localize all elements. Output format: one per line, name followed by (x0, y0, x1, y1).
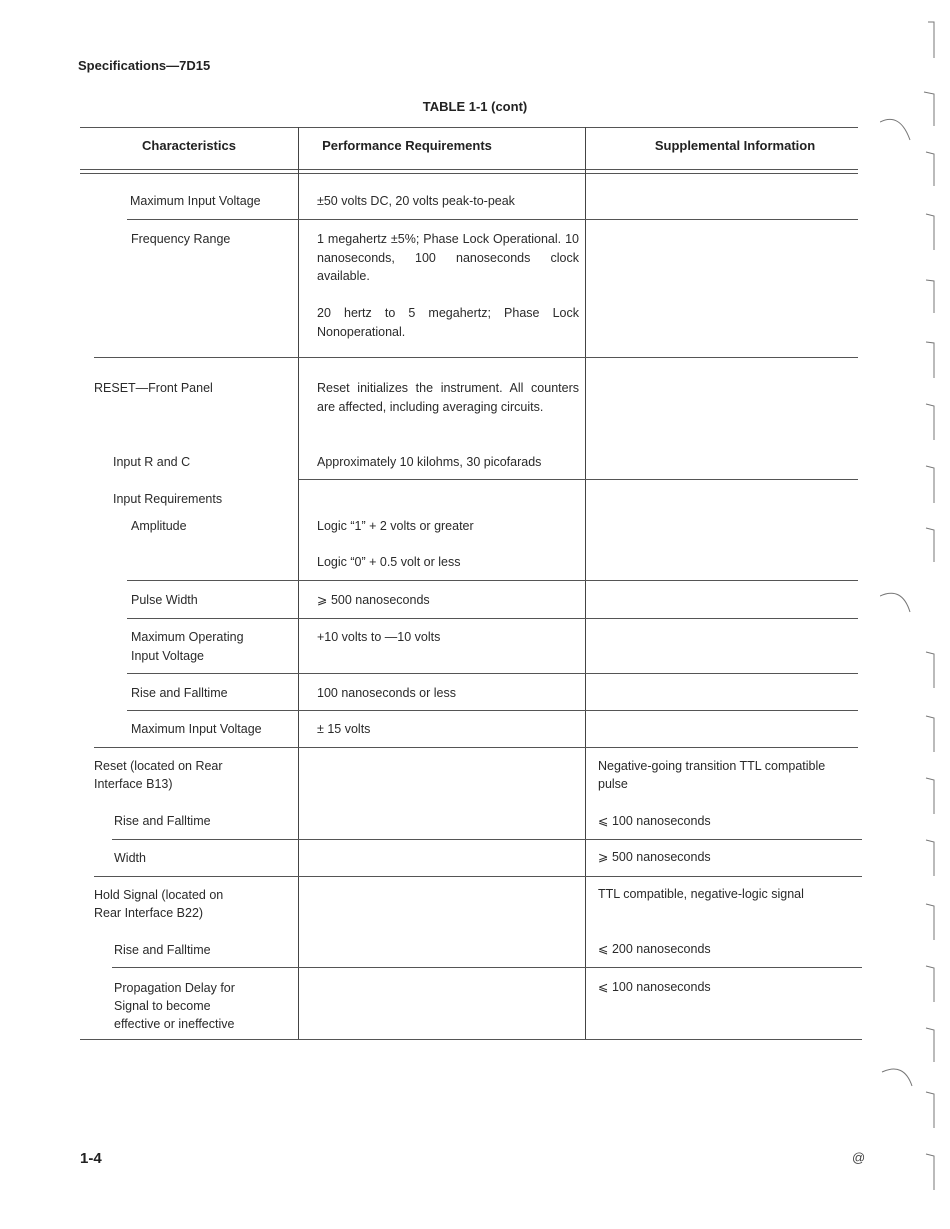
characteristic-label: Frequency Range (131, 232, 231, 246)
performance-value: 100 nanoseconds or less (317, 686, 456, 700)
binder-mark (926, 214, 934, 250)
binder-mark (926, 716, 934, 752)
characteristic-label: Maximum Operating (131, 630, 244, 644)
supplemental-value: ⩽ 100 nanoseconds (598, 980, 711, 994)
column-header-characteristics: Characteristics (142, 138, 236, 153)
page-header: Specifications—7D15 (78, 58, 211, 73)
binder-mark (880, 593, 910, 612)
column-divider-2 (585, 127, 586, 1039)
column-divider-1 (298, 127, 299, 1039)
characteristic-label: Rise and Falltime (114, 943, 211, 957)
performance-value: Logic “0” + 0.5 volt or less (317, 555, 461, 569)
performance-value: ⩾ 500 nanoseconds (317, 593, 430, 607)
performance-value: ±50 volts DC, 20 volts peak-to-peak (317, 194, 515, 208)
row-rule (94, 357, 858, 358)
performance-value: 1 megahertz ±5%; Phase Lock Operational. 10 nanoseconds, 100 nanoseconds clock available. (317, 232, 579, 283)
binder-mark (926, 840, 934, 876)
binder-mark (926, 342, 934, 378)
characteristic-label: Pulse Width (131, 593, 198, 607)
row-rule (127, 673, 858, 674)
characteristic-label: Interface B13) (94, 777, 173, 791)
row-rule (112, 967, 862, 968)
binder-mark (926, 404, 934, 440)
supplemental-value: pulse (598, 777, 628, 791)
binder-mark (926, 152, 934, 186)
row-rule (127, 618, 858, 619)
binder-mark (924, 92, 934, 126)
characteristic-label: Rise and Falltime (114, 814, 211, 828)
row-rule (299, 479, 858, 480)
characteristic-label: Width (114, 851, 146, 865)
characteristic-label: Hold Signal (located on (94, 888, 224, 902)
table-bottom-rule (80, 1039, 862, 1040)
binder-mark (926, 1154, 934, 1190)
header-rule-1 (80, 169, 858, 170)
binder-mark (928, 22, 934, 58)
characteristic-label: RESET—Front Panel (94, 381, 213, 395)
performance-value: +10 volts to —10 volts (317, 630, 441, 644)
characteristic-label: Reset (located on Rear (94, 759, 223, 773)
binder-mark (882, 1069, 912, 1086)
binder-mark (926, 966, 934, 1002)
row-rule (127, 580, 858, 581)
performance-value: Logic “1” + 2 volts or greater (317, 519, 474, 533)
row-rule (94, 876, 862, 877)
column-header-performance: Performance Requirements (322, 138, 492, 153)
binder-mark (926, 778, 934, 814)
supplemental-value: ⩽ 200 nanoseconds (598, 942, 711, 956)
header-rule-2 (80, 173, 858, 174)
characteristic-label: Input Voltage (131, 649, 204, 663)
binder-mark (926, 1028, 934, 1062)
characteristic-label: Maximum Input Voltage (130, 194, 261, 208)
supplemental-value: Negative-going transition TTL compatible (598, 759, 826, 773)
footer-mark: @ (852, 1150, 866, 1165)
table-top-rule (80, 127, 858, 128)
binder-mark (926, 466, 934, 503)
characteristic-label: Signal to become (114, 999, 211, 1013)
characteristic-label: Input Requirements (113, 492, 223, 506)
performance-value: ± 15 volts (317, 722, 371, 736)
row-rule (94, 747, 858, 748)
column-header-supplemental: Supplemental Information (654, 138, 816, 153)
supplemental-value: TTL compatible, negative-logic signal (598, 887, 804, 901)
characteristic-label: effective or ineffective (114, 1017, 235, 1031)
binder-mark (880, 119, 910, 140)
binder-mark (926, 1092, 934, 1128)
row-rule (112, 839, 862, 840)
characteristic-sublabel: Amplitude (131, 519, 187, 533)
binder-mark (926, 904, 934, 940)
table-title: TABLE 1-1 (cont) (422, 99, 528, 114)
binder-mark (926, 280, 934, 313)
page-number: 1-4 (80, 1150, 102, 1167)
row-rule (127, 710, 858, 711)
characteristic-label: Maximum Input Voltage (131, 722, 262, 736)
row-rule (127, 219, 858, 220)
characteristic-label: Propagation Delay for (114, 981, 235, 995)
characteristic-label: Rise and Falltime (131, 686, 228, 700)
characteristic-label: Input R and C (113, 455, 191, 469)
performance-value: 20 hertz to 5 megahertz; Phase Lock Nonoperational. (317, 306, 579, 339)
binder-mark (926, 652, 934, 688)
binder-mark (926, 528, 934, 562)
characteristic-label: Rear Interface B22) (94, 906, 204, 920)
performance-value: Approximately 10 kilohms, 30 picofarads (317, 455, 542, 469)
supplemental-value: ⩾ 500 nanoseconds (598, 850, 711, 864)
performance-value: Reset initializes the instrument. All counters are affected, including averaging circuits. (317, 381, 579, 414)
supplemental-value: ⩽ 100 nanoseconds (598, 814, 711, 828)
binder-marks (880, 0, 950, 1229)
